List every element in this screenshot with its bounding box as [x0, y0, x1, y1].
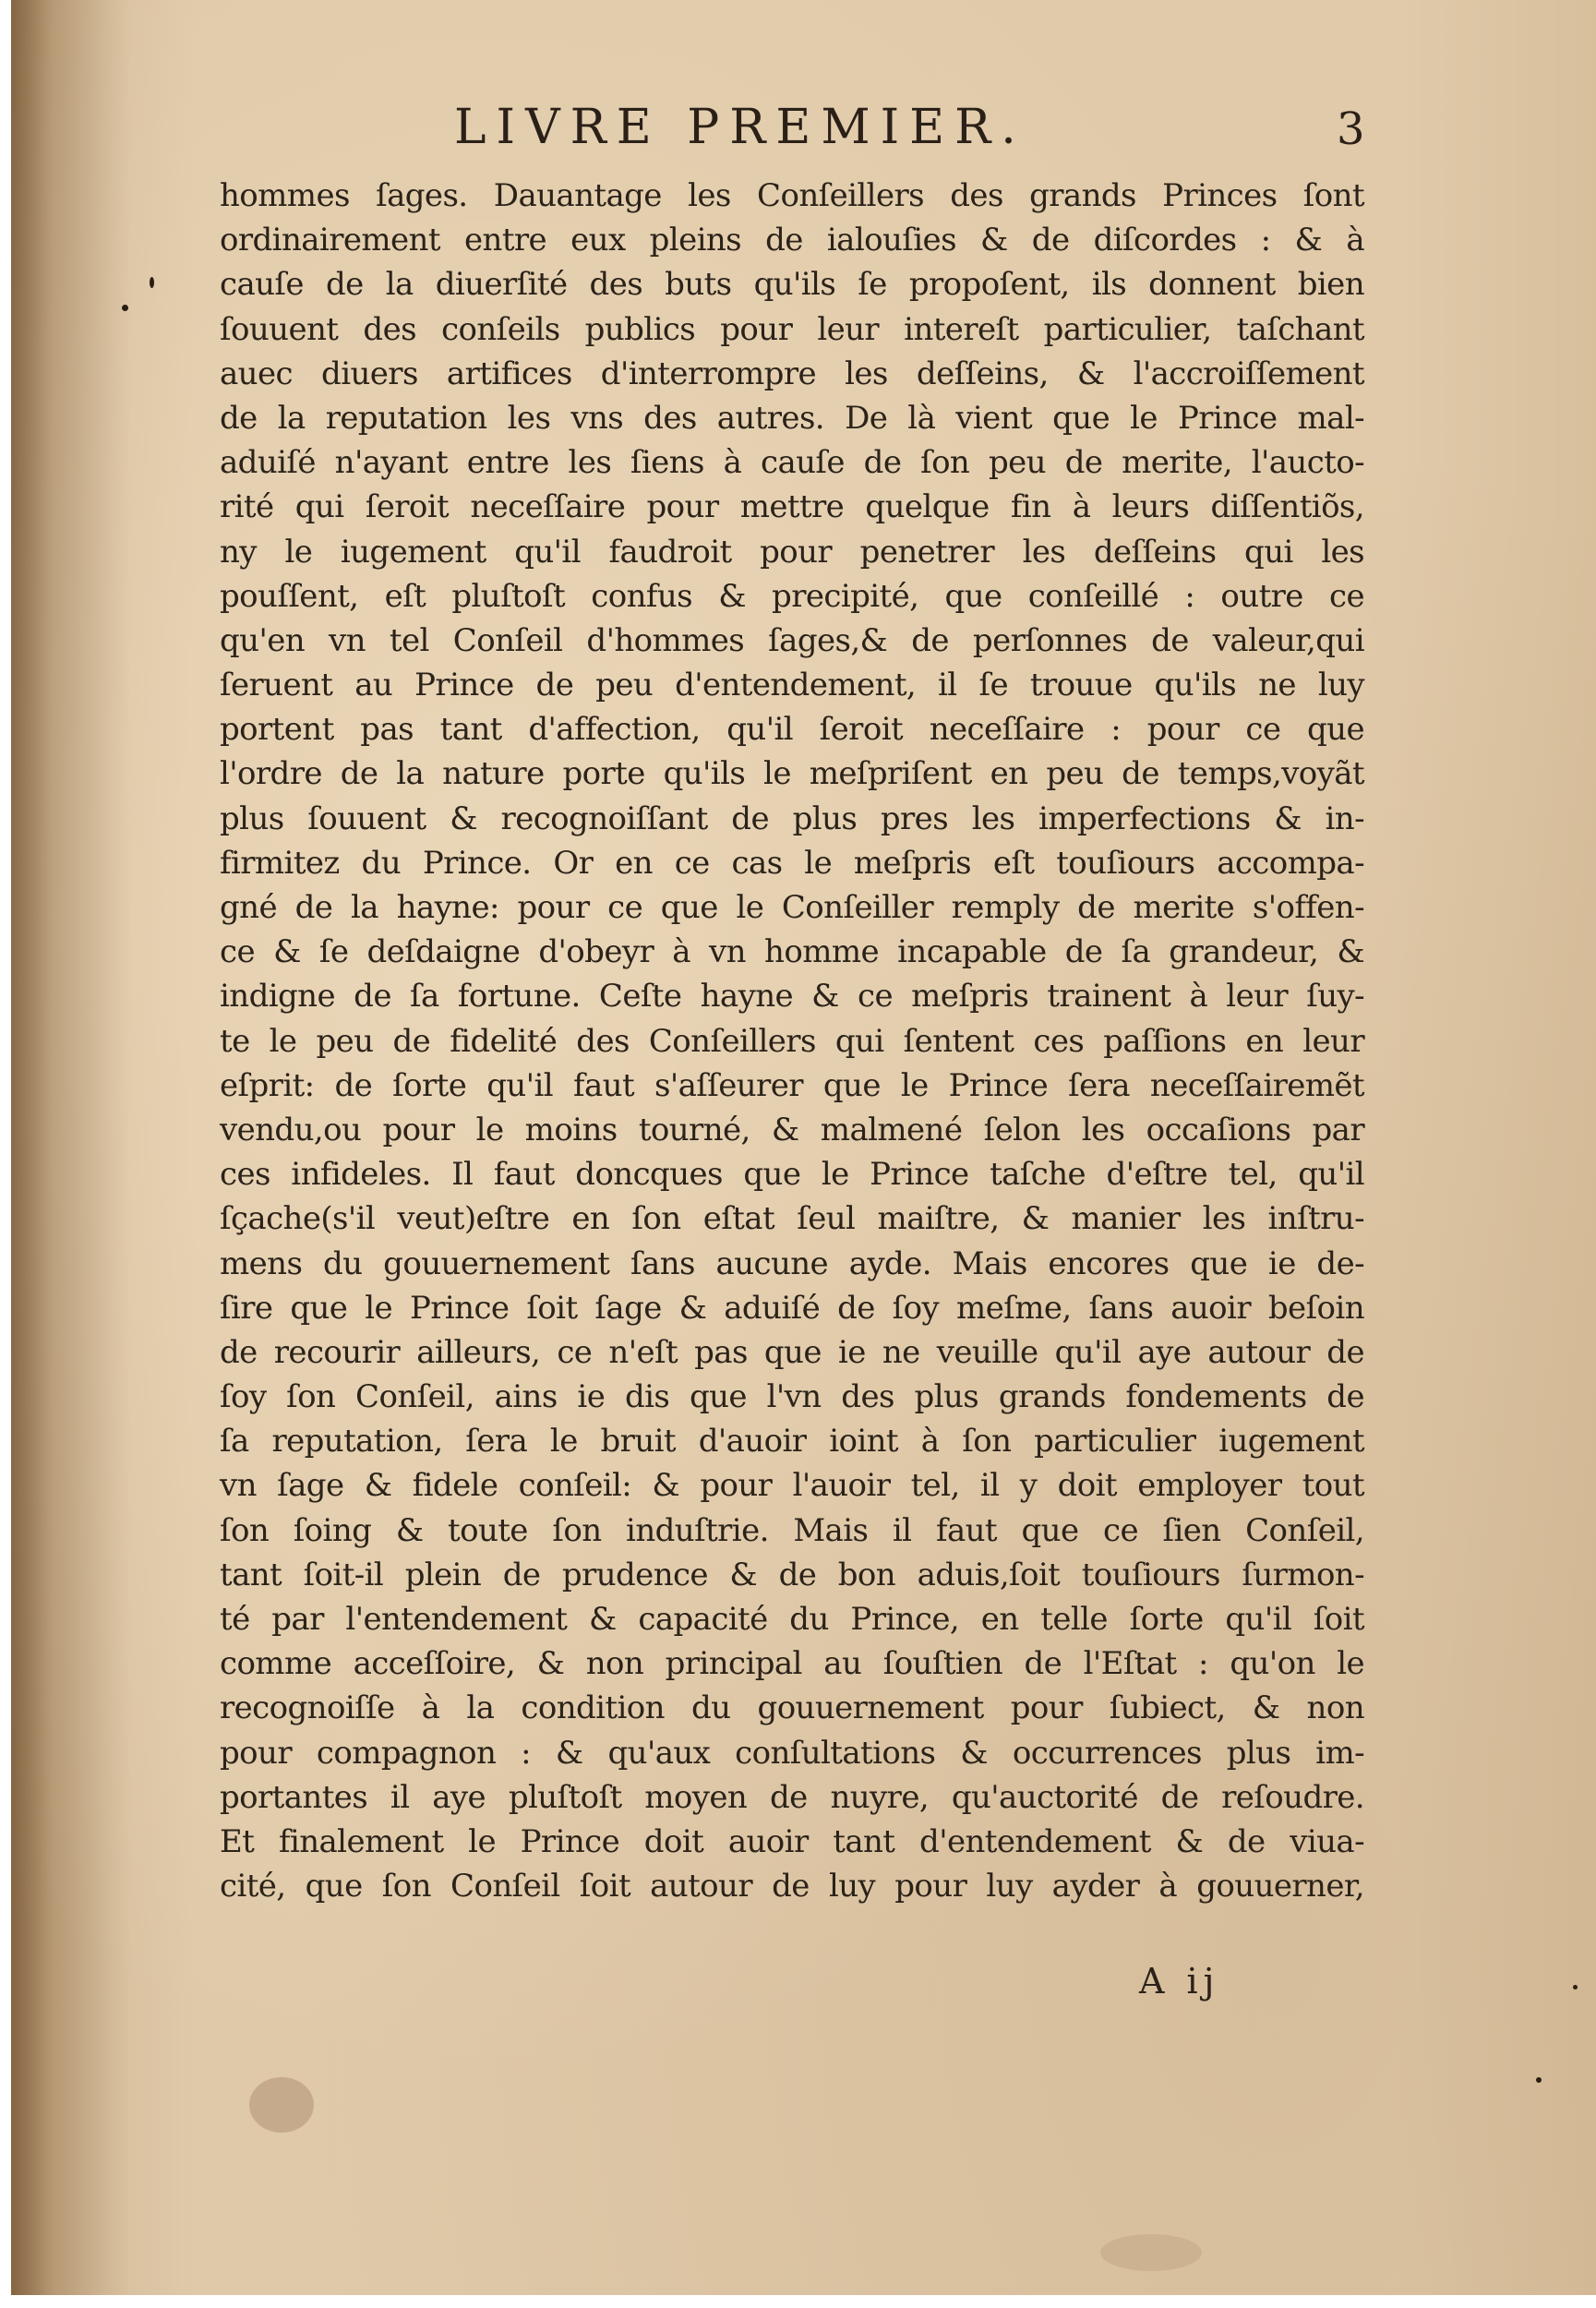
- running-title: LIVRE PREMIER.: [454, 100, 1026, 155]
- text-line: ſçache(s'il veut)eſtre en ſon eſtat ſeul maiſtre, & manier les inſtru-: [220, 1200, 1364, 1238]
- text-line: tant ſoit-il plein de prudence & de bon aduis,ſoit touſiours ſurmon-: [220, 1556, 1364, 1593]
- paper-stain: [1100, 2234, 1202, 2271]
- text-line: té par l'entendement & capacité du Prince, en telle ſorte qu'il ſoit: [220, 1601, 1364, 1638]
- ink-speck: [1573, 1985, 1578, 1989]
- text-line: ordinairement entre eux pleins de ialouſies & de diſcordes : & à: [220, 222, 1364, 259]
- paper-stain: [249, 2077, 314, 2133]
- text-line: firmitez du Prince. Or en ce cas le meſpris eſt touſiours accompa-: [220, 844, 1364, 882]
- text-line: pour compagnon : & qu'aux conſultations & occurrences plus im-: [220, 1734, 1364, 1772]
- text-line: ſouuent des conſeils publics pour leur intereſt particulier, taſchant: [220, 310, 1364, 348]
- book-page: [11, 0, 1596, 2295]
- ink-speck: [122, 305, 128, 311]
- text-line: de la reputation les vns des autres. De là vient que le Prince mal-: [220, 399, 1364, 437]
- text-line: ces infideles. Il faut doncques que le Prince taſche d'eſtre tel, qu'il: [220, 1156, 1364, 1194]
- text-line: ny le iugement qu'il faudroit pour penetrer les deſſeins qui les: [220, 533, 1364, 571]
- text-line: aduiſé n'ayant entre les ſiens à cauſe de ſon peu de merite, l'aucto-: [220, 444, 1364, 482]
- text-line: Et finalement le Prince doit auoir tant d'entendement & de viua-: [220, 1822, 1364, 1860]
- gutter-shadow: [11, 0, 131, 2295]
- text-line: gné de la hayne: pour ce que le Conſeiller remply de merite s'offen-: [220, 889, 1364, 926]
- text-line: mens du gouuernement ſans aucune ayde. Mais encores que ie de-: [220, 1244, 1364, 1282]
- ink-speck: [1536, 2077, 1542, 2083]
- text-line: comme acceſſoire, & non principal au ſouſtien de l'Eſtat : qu'on le: [220, 1645, 1364, 1683]
- text-line: portent pas tant d'affection, qu'il ſeroit neceſſaire : pour ce que: [220, 711, 1364, 749]
- text-line: ſon ſoing & toute ſon induſtrie. Mais il faut que ce ſien Conſeil,: [220, 1511, 1364, 1549]
- text-line: recognoiſſe à la condition du gouuernement pour ſubiect, & non: [220, 1689, 1364, 1727]
- text-line: de recourir ailleurs, ce n'eſt pas que ie ne veuille qu'il aye autour de: [220, 1333, 1364, 1371]
- text-line: cauſe de la diuerſité des buts qu'ils ſe propoſent, ils donnent bien: [220, 266, 1364, 304]
- text-line: pouſſent, eſt pluſtoſt confus & precipité, que conſeillé : outre ce: [220, 577, 1364, 615]
- text-line: ſa reputation, ſera le bruit d'auoir ioint à ſon particulier iugement: [220, 1423, 1364, 1461]
- signature-mark: A ij: [1139, 1961, 1220, 2001]
- text-line: auec diuers artifices d'interrompre les deſſeins, & l'accroiſſement: [220, 355, 1364, 392]
- text-line: ce & ſe deſdaigne d'obeyr à vn homme incapable de ſa grandeur, &: [220, 933, 1364, 971]
- text-line: ſire que le Prince ſoit ſage & aduiſé de ſoy meſme, ſans auoir beſoin: [220, 1289, 1364, 1327]
- text-line: vendu,ou pour le moins tourné, & malmené ſelon les occaſions par: [220, 1111, 1364, 1148]
- text-line: portantes il aye pluſtoſt moyen de nuyre, qu'auctorité de reſoudre.: [220, 1778, 1364, 1816]
- text-line: l'ordre de la nature porte qu'ils le meſpriſent en peu de temps,voyãt: [220, 755, 1364, 793]
- text-line: rité qui ſeroit neceſſaire pour mettre quelque fin à leurs diſſentiõs,: [220, 488, 1364, 526]
- text-line: cité, que ſon Conſeil ſoit autour de luy pour luy ayder à gouuerner,: [220, 1868, 1364, 1905]
- ink-speck: [150, 277, 154, 288]
- text-line: eſprit: de ſorte qu'il faut s'aſſeurer que le Prince ſera neceſſairemẽt: [220, 1066, 1364, 1104]
- text-line: vn ſage & fidele conſeil: & pour l'auoir tel, il y doit employer tout: [220, 1467, 1364, 1505]
- text-line: indigne de ſa fortune. Ceſte hayne & ce meſpris trainent à leur ſuy-: [220, 978, 1364, 1016]
- text-line: plus ſouuent & recognoiſſant de plus pres les imperfections & in-: [220, 799, 1364, 837]
- text-line: te le peu de fidelité des Conſeillers qui ſentent ces paſſions en leur: [220, 1022, 1364, 1060]
- page-number: 3: [1337, 103, 1365, 155]
- text-line: qu'en vn tel Conſeil d'hommes ſages,& de perſonnes de valeur,qui: [220, 621, 1364, 659]
- text-line: ſeruent au Prince de peu d'entendement, il ſe trouue qu'ils ne luy: [220, 667, 1364, 704]
- body-text: [220, 174, 1364, 1908]
- text-line: hommes ſages. Dauantage les Conſeillers des grands Princes ſont: [220, 177, 1364, 214]
- text-line: ſoy ſon Conſeil, ains ie dis que l'vn des plus grands fondements de: [220, 1378, 1364, 1416]
